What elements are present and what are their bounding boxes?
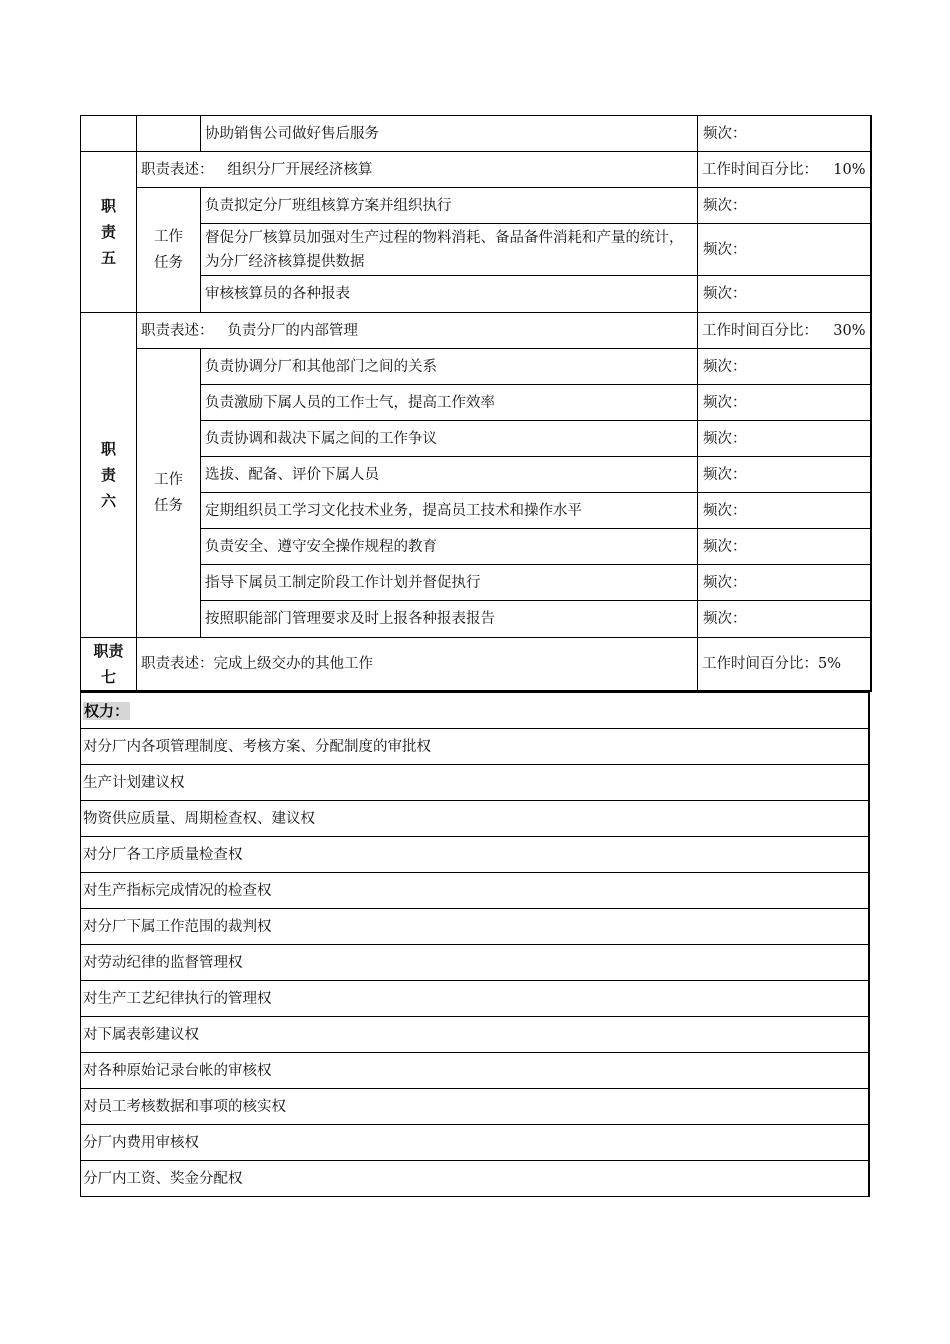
task-text: 负责拟定分厂班组核算方案并组织执行 xyxy=(201,188,698,224)
table-row xyxy=(81,945,870,981)
duty-statement xyxy=(137,152,698,188)
table-row xyxy=(81,638,871,692)
tasks-label-text: 工作任务 xyxy=(154,229,183,271)
duty-label-text: 职责七 xyxy=(93,642,124,686)
frequency-cell: 频次： xyxy=(698,116,871,152)
table-row xyxy=(81,873,870,909)
statement-text: 负责分厂的内部管理 xyxy=(227,322,358,339)
task-text: 协助销售公司做好售后服务 xyxy=(201,116,698,152)
task-text: 督促分厂核算员加强对生产过程的物料消耗、备品备件消耗和产量的统计，为分厂经济核算提供数据 xyxy=(201,224,698,276)
power-item: 对分厂下属工作范围的裁判权 xyxy=(81,909,870,945)
frequency-cell: 频次： xyxy=(698,601,871,638)
power-item: 对分厂各工序质量检查权 xyxy=(81,837,870,873)
powers-heading-text: 权力： xyxy=(84,701,130,720)
table-row xyxy=(81,981,870,1017)
duties-table xyxy=(80,115,872,692)
duty-label xyxy=(81,152,137,313)
task-text: 指导下属员工制定阶段工作计划并督促执行 xyxy=(201,565,698,601)
duty-label-text: 职责五 xyxy=(100,197,116,267)
frequency-cell: 频次： xyxy=(698,493,871,529)
table-row xyxy=(81,152,871,188)
task-text: 按照职能部门管理要求及时上报各种报表报告 xyxy=(201,601,698,638)
duty-label-text: 职责六 xyxy=(100,440,116,510)
table-row xyxy=(81,801,870,837)
empty-cell xyxy=(137,116,201,152)
power-item: 分厂内工资、奖金分配权 xyxy=(81,1161,870,1197)
frequency-cell: 频次： xyxy=(698,349,871,385)
document-page xyxy=(80,115,870,1197)
percentage-value: 10% xyxy=(833,161,866,178)
table-row xyxy=(81,693,870,729)
empty-cell xyxy=(81,116,137,152)
time-percentage xyxy=(698,152,871,188)
tasks-label xyxy=(137,349,201,638)
power-item: 对劳动纪律的监督管理权 xyxy=(81,945,870,981)
table-row xyxy=(81,765,870,801)
table-row xyxy=(81,1125,870,1161)
task-text: 负责安全、遵守安全操作规程的教育 xyxy=(201,529,698,565)
task-text: 负责激励下属人员的工作士气，提高工作效率 xyxy=(201,385,698,421)
table-row xyxy=(81,349,871,385)
power-item: 生产计划建议权 xyxy=(81,765,870,801)
table-row xyxy=(81,313,871,349)
table-row xyxy=(81,188,871,224)
powers-heading xyxy=(81,693,870,729)
percentage-label: 工作时间百分比： xyxy=(702,322,818,339)
task-text: 负责协调和裁决下属之间的工作争议 xyxy=(201,421,698,457)
tasks-label-text: 工作任务 xyxy=(154,472,183,514)
power-item: 对生产工艺纪律执行的管理权 xyxy=(81,981,870,1017)
power-item: 对员工考核数据和事项的核实权 xyxy=(81,1089,870,1125)
power-item: 对生产指标完成情况的检查权 xyxy=(81,873,870,909)
frequency-cell: 频次： xyxy=(698,421,871,457)
duty-statement xyxy=(137,313,698,349)
frequency-cell: 频次： xyxy=(698,457,871,493)
frequency-cell: 频次： xyxy=(698,385,871,421)
duty-label xyxy=(81,313,137,638)
power-item: 对各种原始记录台帐的审核权 xyxy=(81,1053,870,1089)
power-item: 物资供应质量、周期检查权、建议权 xyxy=(81,801,870,837)
frequency-cell: 频次： xyxy=(698,565,871,601)
power-item: 分厂内费用审核权 xyxy=(81,1125,870,1161)
duty-label xyxy=(81,638,137,692)
table-row xyxy=(81,837,870,873)
statement-label: 职责表述： xyxy=(141,161,214,178)
task-text: 选拔、配备、评价下属人员 xyxy=(201,457,698,493)
statement-text: 组织分厂开展经济核算 xyxy=(227,161,373,178)
percentage-label: 工作时间百分比： xyxy=(702,161,818,178)
time-percentage xyxy=(698,313,871,349)
table-row xyxy=(81,729,870,765)
power-item: 对分厂内各项管理制度、考核方案、分配制度的审批权 xyxy=(81,729,870,765)
powers-table xyxy=(80,692,870,1197)
table-row xyxy=(81,116,871,152)
table-row xyxy=(81,1053,870,1089)
table-row xyxy=(81,1017,870,1053)
time-percentage: 工作时间百分比：5% xyxy=(698,638,871,692)
task-text: 定期组织员工学习文化技术业务，提高员工技术和操作水平 xyxy=(201,493,698,529)
frequency-cell: 频次： xyxy=(698,276,871,313)
task-text: 审核核算员的各种报表 xyxy=(201,276,698,313)
table-row xyxy=(81,909,870,945)
statement-label: 职责表述： xyxy=(141,322,214,339)
duty-statement: 职责表述：完成上级交办的其他工作 xyxy=(137,638,698,692)
task-text: 负责协调分厂和其他部门之间的关系 xyxy=(201,349,698,385)
power-item: 对下属表彰建议权 xyxy=(81,1017,870,1053)
frequency-cell: 频次： xyxy=(698,224,871,276)
frequency-cell: 频次： xyxy=(698,188,871,224)
percentage-value: 30% xyxy=(833,322,866,339)
tasks-label xyxy=(137,188,201,313)
table-row xyxy=(81,1161,870,1197)
table-row xyxy=(81,1089,870,1125)
frequency-cell: 频次： xyxy=(698,529,871,565)
